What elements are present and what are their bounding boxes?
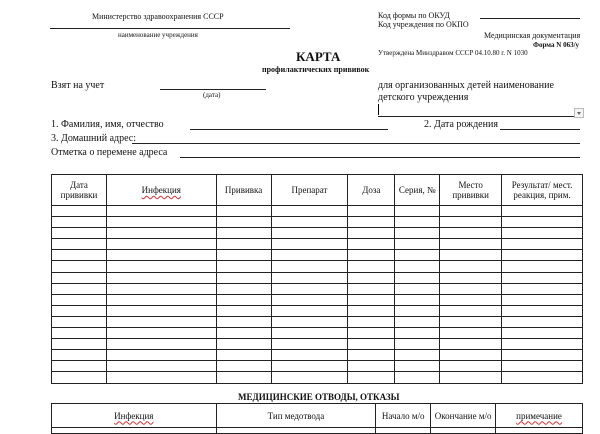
table-cell[interactable] — [216, 350, 271, 361]
table-cell[interactable] — [395, 239, 440, 250]
table-cell[interactable] — [502, 350, 583, 361]
table-cell[interactable] — [52, 261, 107, 272]
table-cell[interactable] — [106, 316, 216, 327]
table-cell[interactable] — [440, 328, 502, 339]
table-cell[interactable] — [395, 217, 440, 228]
exempt-header-note-text: примечание — [516, 410, 562, 421]
table-cell[interactable] — [395, 250, 440, 261]
table-cell[interactable] — [52, 316, 107, 327]
dropdown-arrow-icon[interactable] — [574, 108, 584, 118]
table-cell[interactable] — [348, 328, 395, 339]
table-cell[interactable] — [440, 261, 502, 272]
okpo-label: Код учреждения по ОКПО — [378, 20, 469, 29]
table-row — [52, 250, 583, 261]
fio-label: 1. Фамилия, имя, отчество — [51, 119, 164, 130]
table-cell[interactable] — [216, 294, 271, 305]
address-change-label: Отметка о перемене адреса — [51, 147, 168, 158]
table-cell[interactable] — [440, 272, 502, 283]
table-row — [52, 305, 583, 316]
address-label: 3. Домашний адрес: — [51, 133, 137, 144]
date-caption: (дата) — [203, 91, 221, 99]
table-cell[interactable] — [348, 339, 395, 350]
exempt-header-start: Начало м/о — [376, 404, 431, 428]
table-cell[interactable] — [348, 283, 395, 294]
table-cell[interactable] — [348, 272, 395, 283]
table-cell[interactable] — [440, 294, 502, 305]
table-cell[interactable] — [106, 217, 216, 228]
table-cell[interactable] — [216, 328, 271, 339]
card-title: КАРТА — [296, 49, 341, 64]
table-cell[interactable] — [440, 350, 502, 361]
table-cell[interactable] — [271, 294, 348, 305]
table-cell[interactable] — [348, 294, 395, 305]
table-cell[interactable] — [216, 250, 271, 261]
table-cell[interactable] — [502, 283, 583, 294]
table-cell[interactable] — [502, 294, 583, 305]
table-row — [52, 339, 583, 350]
table-cell[interactable] — [395, 305, 440, 316]
birth-date-label: 2. Дата рождения — [424, 119, 498, 130]
table-cell[interactable] — [52, 283, 107, 294]
table-cell[interactable] — [395, 261, 440, 272]
header-dose: Доза — [348, 175, 395, 206]
table-cell[interactable] — [440, 361, 502, 372]
table-row — [52, 206, 583, 217]
table-cell[interactable] — [216, 217, 271, 228]
exempt-header-infection-text: Инфекция — [114, 410, 154, 421]
table-row — [52, 328, 583, 339]
header-infection — [106, 175, 216, 206]
table-cell[interactable] — [502, 316, 583, 327]
table-row — [52, 316, 583, 327]
table-cell[interactable] — [52, 272, 107, 283]
table-cell[interactable] — [106, 272, 216, 283]
header-site: Место прививки — [440, 175, 502, 206]
exempt-header-type: Тип медотвода — [216, 404, 376, 428]
table-cell[interactable] — [271, 372, 348, 383]
card-subtitle: профилактических прививок — [262, 65, 370, 74]
approved-label: Утверждена Минздравом СССР 04.10.80 г. N 1030 — [378, 49, 528, 57]
table-cell[interactable] — [216, 272, 271, 283]
ministry-label: Министерство здравоохранения СССР — [92, 12, 224, 21]
table-cell[interactable] — [271, 350, 348, 361]
table-row — [52, 239, 583, 250]
table-cell[interactable] — [502, 339, 583, 350]
table-cell[interactable] — [52, 361, 107, 372]
table-cell[interactable] — [395, 350, 440, 361]
table-cell[interactable] — [348, 206, 395, 217]
table-cell[interactable] — [395, 339, 440, 350]
table-cell[interactable] — [271, 239, 348, 250]
table-cell[interactable] — [395, 361, 440, 372]
exemptions-table — [51, 403, 583, 434]
table-cell[interactable] — [395, 294, 440, 305]
fio-field[interactable] — [190, 129, 388, 130]
table-cell[interactable] — [348, 361, 395, 372]
table-cell[interactable] — [271, 328, 348, 339]
table-cell[interactable] — [216, 316, 271, 327]
table-cell[interactable] — [502, 239, 583, 250]
birth-date-field[interactable] — [500, 129, 580, 130]
table-cell[interactable] — [216, 283, 271, 294]
table-cell[interactable] — [271, 305, 348, 316]
table-cell[interactable] — [216, 206, 271, 217]
table-cell[interactable] — [52, 328, 107, 339]
table-cell[interactable] — [271, 206, 348, 217]
table-cell[interactable] — [52, 239, 107, 250]
table-cell[interactable] — [502, 217, 583, 228]
table-cell[interactable] — [348, 250, 395, 261]
table-cell[interactable] — [395, 228, 440, 239]
table-cell[interactable] — [271, 217, 348, 228]
table-cell[interactable] — [502, 328, 583, 339]
table-cell[interactable] — [52, 294, 107, 305]
exempt-cell[interactable] — [52, 428, 217, 434]
table-cell[interactable] — [395, 328, 440, 339]
table-cell[interactable] — [52, 350, 107, 361]
table-cell[interactable] — [271, 339, 348, 350]
table-cell[interactable] — [271, 228, 348, 239]
header-series: Серия, № — [395, 175, 440, 206]
table-cell[interactable] — [216, 228, 271, 239]
registered-date-field[interactable] — [160, 89, 266, 90]
table-cell[interactable] — [52, 217, 107, 228]
table-cell[interactable] — [271, 250, 348, 261]
table-cell[interactable] — [395, 206, 440, 217]
table-row — [52, 361, 583, 372]
table-cell[interactable] — [271, 316, 348, 327]
table-cell[interactable] — [52, 372, 107, 383]
header-date: Дата прививки — [52, 175, 107, 206]
table-cell[interactable] — [440, 228, 502, 239]
header-result: Результат/ мест. реакция, прим. — [502, 175, 583, 206]
vaccination-table — [51, 174, 583, 384]
table-cell[interactable] — [502, 228, 583, 239]
table-cell[interactable] — [348, 261, 395, 272]
table-cell[interactable] — [502, 305, 583, 316]
table-cell[interactable] — [271, 272, 348, 283]
table-cell[interactable] — [106, 294, 216, 305]
kindergarten-field[interactable] — [378, 116, 580, 117]
table-cell[interactable] — [271, 361, 348, 372]
registered-label: Взят на учет — [51, 80, 105, 91]
table-cell[interactable] — [106, 361, 216, 372]
header-vaccination: Прививка — [216, 175, 271, 206]
institution-caption: наименование учреждения — [118, 31, 198, 39]
kindergarten-label: детского учреждения — [378, 92, 469, 103]
table-cell[interactable] — [502, 372, 583, 383]
table-cell[interactable] — [348, 372, 395, 383]
table-cell[interactable] — [216, 239, 271, 250]
table-row — [52, 283, 583, 294]
table-cell[interactable] — [440, 316, 502, 327]
table-cell[interactable] — [395, 372, 440, 383]
institution-line — [50, 28, 290, 29]
table-row — [52, 350, 583, 361]
table-cell[interactable] — [106, 206, 216, 217]
table-row — [52, 217, 583, 228]
table-cell[interactable] — [52, 305, 107, 316]
table-cell[interactable] — [502, 272, 583, 283]
table-cell[interactable] — [440, 239, 502, 250]
table-cell[interactable] — [502, 206, 583, 217]
table-cell[interactable] — [440, 206, 502, 217]
table-cell[interactable] — [106, 339, 216, 350]
table-cell[interactable] — [348, 350, 395, 361]
table-cell[interactable] — [106, 283, 216, 294]
form-number: Форма N 063/у — [533, 41, 580, 49]
exempt-header-end: Окончание м/о — [431, 404, 496, 428]
table-cell[interactable] — [348, 228, 395, 239]
address-field[interactable] — [132, 143, 580, 144]
table-cell[interactable] — [271, 283, 348, 294]
table-cell[interactable] — [348, 217, 395, 228]
table-cell[interactable] — [440, 339, 502, 350]
header-preparation: Препарат — [271, 175, 348, 206]
table-cell[interactable] — [440, 283, 502, 294]
table-cell[interactable] — [502, 361, 583, 372]
table-cell[interactable] — [106, 261, 216, 272]
table-cell[interactable] — [348, 316, 395, 327]
table-cell[interactable] — [52, 206, 107, 217]
table-cell[interactable] — [348, 305, 395, 316]
okud-label: Код формы по ОКУД — [378, 11, 450, 20]
text-cursor — [378, 104, 379, 115]
exempt-cell[interactable] — [216, 428, 376, 434]
table-cell[interactable] — [106, 305, 216, 316]
exempt-header-infection — [52, 404, 217, 428]
table-cell[interactable] — [216, 361, 271, 372]
table-cell[interactable] — [395, 316, 440, 327]
organized-children-label: для организованных детей наименование — [378, 80, 554, 91]
table-cell[interactable] — [440, 250, 502, 261]
table-cell[interactable] — [216, 372, 271, 383]
table-cell[interactable] — [216, 339, 271, 350]
table-cell[interactable] — [52, 250, 107, 261]
table-cell[interactable] — [106, 250, 216, 261]
table-cell[interactable] — [271, 261, 348, 272]
table-cell[interactable] — [216, 261, 271, 272]
exempt-header-note — [496, 404, 583, 428]
table-cell[interactable] — [52, 339, 107, 350]
table-cell[interactable] — [106, 239, 216, 250]
table-row — [52, 372, 583, 383]
table-cell[interactable] — [502, 250, 583, 261]
exempt-cell[interactable] — [376, 428, 431, 434]
okud-line — [480, 18, 580, 19]
table-row — [52, 228, 583, 239]
address-change-field[interactable] — [180, 157, 580, 158]
table-cell[interactable] — [106, 228, 216, 239]
table-cell[interactable] — [395, 283, 440, 294]
table-cell[interactable] — [106, 350, 216, 361]
header-infection-text: Инфекция — [141, 185, 181, 195]
table-row — [52, 272, 583, 283]
table-cell[interactable] — [440, 217, 502, 228]
table-cell[interactable] — [502, 261, 583, 272]
table-cell[interactable] — [106, 372, 216, 383]
table-cell[interactable] — [440, 305, 502, 316]
exempt-cell[interactable] — [431, 428, 496, 434]
table-row — [52, 294, 583, 305]
table-cell[interactable] — [106, 328, 216, 339]
exempt-cell[interactable] — [496, 428, 583, 434]
table-cell[interactable] — [216, 305, 271, 316]
table-row — [52, 261, 583, 272]
table-cell[interactable] — [395, 272, 440, 283]
med-doc-label: Медицинская документация — [484, 31, 581, 40]
table-cell[interactable] — [440, 372, 502, 383]
table-cell[interactable] — [348, 239, 395, 250]
table-cell[interactable] — [52, 228, 107, 239]
exemptions-title: МЕДИЦИНСКИЕ ОТВОДЫ, ОТКАЗЫ — [238, 392, 400, 402]
